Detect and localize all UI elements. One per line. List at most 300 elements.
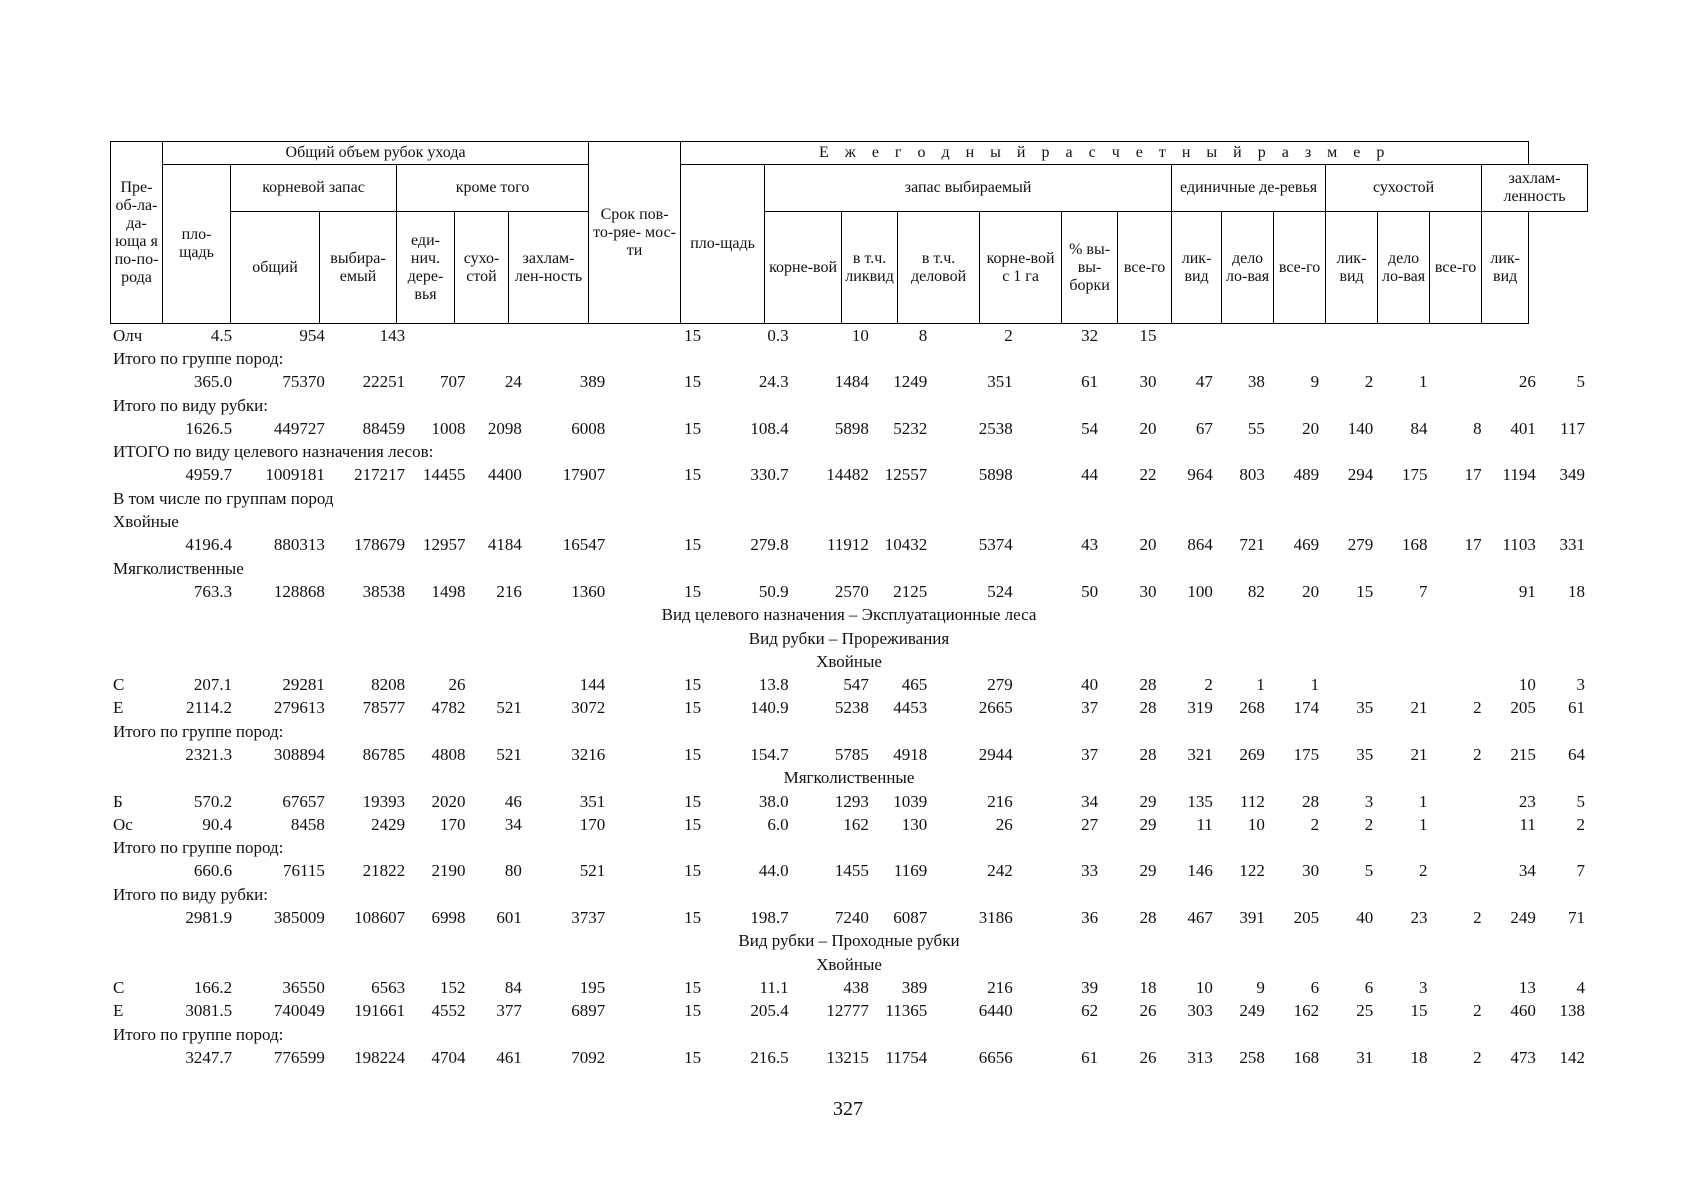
table-cell: 38.0 bbox=[758, 791, 789, 811]
table-cell: 143 bbox=[379, 325, 406, 345]
table-cell: 389 bbox=[579, 372, 606, 392]
table-cell: 15 bbox=[684, 1047, 702, 1067]
table-cell: 36 bbox=[1081, 908, 1099, 928]
table-cell: С bbox=[113, 977, 125, 997]
table-cell: 35 bbox=[1356, 698, 1374, 718]
table-cell: 205 bbox=[1510, 698, 1536, 718]
table-cell: 6.0 bbox=[767, 814, 789, 834]
table-cell: 7240 bbox=[834, 908, 869, 928]
table-cell: 16547 bbox=[562, 535, 606, 555]
table-cell: 6563 bbox=[371, 977, 406, 997]
table-cell: 216.5 bbox=[750, 1047, 789, 1067]
group-label bbox=[110, 883, 1588, 906]
group-label bbox=[110, 347, 1588, 370]
table-row bbox=[110, 976, 1588, 999]
section-heading bbox=[110, 767, 1588, 790]
table-cell: 391 bbox=[1239, 908, 1265, 928]
table-cell: 5 bbox=[1576, 372, 1585, 392]
table-cell: 88459 bbox=[362, 418, 406, 438]
table-cell: 11754 bbox=[885, 1047, 928, 1067]
table-cell: 1 bbox=[1418, 372, 1428, 392]
group-label bbox=[110, 440, 1588, 463]
table-cell bbox=[1430, 580, 1484, 603]
table-cell: 6087 bbox=[893, 908, 928, 928]
table-cell: 26 bbox=[1139, 1047, 1157, 1067]
table-row bbox=[110, 1046, 1588, 1069]
table-cell: 521 bbox=[496, 698, 522, 718]
table-cell: 707 bbox=[440, 372, 466, 392]
table-cell: 39 bbox=[1081, 977, 1099, 997]
group-label-text: В том числе по группам пород bbox=[113, 488, 334, 508]
table-cell: 12957 bbox=[423, 535, 466, 555]
table-cell: Олч bbox=[113, 325, 143, 345]
table-cell bbox=[1268, 324, 1322, 347]
table-cell: 2 bbox=[1576, 814, 1585, 834]
table-cell: 20 bbox=[1139, 418, 1157, 438]
table-cell: 5 bbox=[1576, 791, 1585, 811]
table-cell: 3072 bbox=[571, 698, 606, 718]
table-cell: 46 bbox=[504, 791, 522, 811]
hdr-root-total: общий bbox=[231, 212, 320, 324]
table-cell: 5898 bbox=[834, 418, 869, 438]
table-cell: 721 bbox=[1239, 535, 1265, 555]
table-cell: 13215 bbox=[826, 1047, 869, 1067]
table-cell: 216 bbox=[987, 977, 1013, 997]
table-cell: 144 bbox=[579, 675, 606, 695]
hdr-incl-liquid: в т.ч. ликвид bbox=[842, 212, 898, 324]
section-heading-text: Мягколиственные bbox=[783, 768, 915, 788]
table-cell: 64 bbox=[1568, 744, 1585, 764]
table-cell: 25 bbox=[1356, 1001, 1374, 1021]
table-cell: 19393 bbox=[362, 791, 406, 811]
table-cell: 249 bbox=[1239, 1001, 1265, 1021]
table-cell: 279613 bbox=[273, 698, 325, 718]
table-cell: 135 bbox=[1187, 791, 1213, 811]
group-label-text: Итого по группе пород: bbox=[113, 838, 284, 858]
table-cell bbox=[110, 371, 164, 394]
table-cell bbox=[408, 324, 468, 347]
table-cell: 3081.5 bbox=[185, 1001, 233, 1021]
table-cell: 38 bbox=[1247, 372, 1265, 392]
table-cell: 3216 bbox=[571, 744, 606, 764]
table-cell: 170 bbox=[579, 814, 606, 834]
hdr-litter-group: захлам-ленность bbox=[1482, 165, 1588, 212]
table-cell: 43 bbox=[1081, 535, 1099, 555]
table-row bbox=[110, 743, 1588, 766]
table-row bbox=[110, 906, 1588, 929]
table-row bbox=[110, 1000, 1588, 1023]
table-cell: 205 bbox=[1293, 908, 1320, 928]
table-cell: 17 bbox=[1464, 465, 1482, 485]
table-cell: 1194 bbox=[1502, 465, 1536, 485]
table-cell: 17 bbox=[1464, 535, 1482, 555]
group-label-text: Хвойные bbox=[113, 512, 179, 532]
table-cell: 570.2 bbox=[193, 791, 233, 811]
table-cell: 22251 bbox=[362, 372, 406, 392]
hdr-incl-business: в т.ч. деловой bbox=[898, 212, 980, 324]
hdr-litter-all: все-го bbox=[1430, 212, 1482, 324]
table-cell bbox=[1160, 324, 1216, 347]
table-cell: 154.7 bbox=[750, 744, 789, 764]
section-heading-text: Хвойные bbox=[816, 651, 882, 671]
table-row bbox=[110, 371, 1588, 394]
table-cell: 740049 bbox=[273, 1001, 325, 1021]
table-cell bbox=[1430, 976, 1484, 999]
table-cell: 279 bbox=[1347, 535, 1374, 555]
table-cell: 279.8 bbox=[750, 535, 789, 555]
table-cell: 168 bbox=[1401, 535, 1428, 555]
table-cell: 3 bbox=[1364, 791, 1374, 811]
table-cell bbox=[1216, 324, 1268, 347]
table-cell: 67657 bbox=[282, 791, 325, 811]
table-cell: 26 bbox=[1139, 1001, 1157, 1021]
table-cell: 50 bbox=[1081, 581, 1099, 601]
table-cell: 20 bbox=[1302, 581, 1320, 601]
table-cell: 4808 bbox=[431, 744, 466, 764]
hdr-root-selected: выбира-емый bbox=[320, 212, 397, 324]
section-heading-text: Вид рубки – Проходные рубки bbox=[738, 931, 960, 951]
table-cell: 34 bbox=[1081, 791, 1099, 811]
table-cell: 2 bbox=[1364, 372, 1374, 392]
table-cell: 15 bbox=[684, 581, 702, 601]
group-label bbox=[110, 487, 1588, 510]
table-header bbox=[110, 141, 1588, 324]
table-cell: 11.1 bbox=[759, 977, 789, 997]
table-cell: 6 bbox=[1310, 977, 1320, 997]
table-cell bbox=[525, 324, 608, 347]
table-cell: 122 bbox=[1239, 861, 1265, 881]
table-cell: 349 bbox=[1559, 465, 1585, 485]
table-cell: 2114.2 bbox=[185, 698, 233, 718]
table-cell: 601 bbox=[496, 908, 522, 928]
hdr-annual-area: пло-щадь bbox=[681, 165, 765, 324]
table-cell: 1 bbox=[1418, 791, 1428, 811]
table-cell: 15 bbox=[684, 698, 702, 718]
table-cell: 24.3 bbox=[758, 372, 789, 392]
table-cell: 205.4 bbox=[750, 1001, 789, 1021]
table-cell: 18 bbox=[1139, 977, 1157, 997]
table-cell: 294 bbox=[1347, 465, 1374, 485]
table-cell bbox=[1430, 860, 1484, 883]
table-cell: 166.2 bbox=[193, 977, 233, 997]
group-label bbox=[110, 510, 1588, 533]
table-cell: Б bbox=[113, 791, 123, 811]
table-cell: 21 bbox=[1410, 744, 1428, 764]
table-cell: 351 bbox=[579, 791, 606, 811]
table-cell: 461 bbox=[496, 1047, 522, 1067]
table-cell: 1039 bbox=[893, 791, 928, 811]
table-cell: 142 bbox=[1559, 1047, 1585, 1067]
table-cell: 61 bbox=[1081, 1047, 1099, 1067]
table-cell: 13 bbox=[1518, 977, 1536, 997]
table-cell: 11 bbox=[1196, 814, 1213, 834]
table-cell: 303 bbox=[1187, 1001, 1213, 1021]
table-cell: 91 bbox=[1518, 581, 1536, 601]
table-cell: 4184 bbox=[487, 535, 522, 555]
table-cell: 1293 bbox=[834, 791, 869, 811]
table-cell: 660.6 bbox=[193, 861, 233, 881]
table-cell: 473 bbox=[1510, 1047, 1536, 1067]
table-row bbox=[110, 813, 1588, 836]
table-row bbox=[110, 673, 1588, 696]
table-cell bbox=[110, 1046, 164, 1069]
group-label-text: Итого по виду рубки: bbox=[113, 395, 268, 415]
table-cell: 15 bbox=[1410, 1001, 1428, 1021]
table-cell: 1249 bbox=[893, 372, 928, 392]
table-cell: 11912 bbox=[827, 535, 869, 555]
table-cell: 4782 bbox=[431, 698, 466, 718]
group-label-text: Итого по группе пород: bbox=[113, 1024, 284, 1044]
table-cell: 78577 bbox=[362, 698, 406, 718]
hdr-single-trees-group: единичные де-ревья bbox=[1172, 165, 1326, 212]
table-row bbox=[110, 790, 1588, 813]
table-cell: 21822 bbox=[362, 861, 406, 881]
table-cell: 174 bbox=[1293, 698, 1320, 718]
table-cell: Е bbox=[113, 698, 124, 718]
table-cell: 15 bbox=[684, 908, 702, 928]
table-cell: 80 bbox=[504, 861, 522, 881]
table-cell: 2538 bbox=[978, 418, 1013, 438]
table-cell: 27 bbox=[1081, 814, 1099, 834]
section-heading bbox=[110, 650, 1588, 673]
table-cell: 11365 bbox=[885, 1001, 928, 1021]
group-label bbox=[110, 720, 1588, 743]
table-cell: 29 bbox=[1139, 791, 1157, 811]
table-cell: 1360 bbox=[571, 581, 606, 601]
table-cell: 12557 bbox=[884, 465, 928, 485]
group-label-text: Итого по виду рубки: bbox=[113, 884, 268, 904]
table-cell: 47 bbox=[1195, 372, 1213, 392]
section-heading-text: Хвойные bbox=[816, 954, 882, 974]
table-cell: 377 bbox=[496, 1001, 522, 1021]
table-cell: 15 bbox=[684, 325, 702, 345]
table-cell: 1 bbox=[1256, 675, 1265, 695]
table-cell: 12777 bbox=[826, 1001, 869, 1021]
table-cell: 10 bbox=[851, 325, 869, 345]
table-cell: 198.7 bbox=[750, 908, 789, 928]
table-cell: 3247.7 bbox=[185, 1047, 233, 1067]
group-label-text: ИТОГО по виду целевого назначения лесов: bbox=[113, 442, 434, 462]
table-cell: 465 bbox=[901, 675, 928, 695]
section-heading bbox=[110, 604, 1588, 627]
table-cell: 2 bbox=[1364, 814, 1374, 834]
table-cell: 37 bbox=[1081, 698, 1099, 718]
hdr-root-per-ha: корне-вой с 1 га bbox=[980, 212, 1062, 324]
table-cell: 776599 bbox=[273, 1047, 325, 1067]
table-cell: 14455 bbox=[423, 465, 466, 485]
table-cell: 401 bbox=[1510, 418, 1536, 438]
table-cell: 31 bbox=[1356, 1047, 1374, 1067]
hdr-litter-liquid: лик-вид bbox=[1482, 212, 1529, 324]
table-cell: 170 bbox=[440, 814, 466, 834]
table-cell: 467 bbox=[1187, 908, 1213, 928]
table-cell: 2665 bbox=[978, 698, 1013, 718]
table-cell: 438 bbox=[843, 977, 869, 997]
table-cell: 108607 bbox=[354, 908, 406, 928]
table-cell: 308894 bbox=[273, 744, 325, 764]
table-cell: 44.0 bbox=[758, 861, 789, 881]
table-cell: 4 bbox=[1576, 977, 1585, 997]
hdr-annual-group: Е ж е г о д н ы й р а с ч е т н ы й р а з м е р bbox=[681, 142, 1529, 165]
group-label bbox=[110, 1023, 1588, 1046]
group-label-text: Итого по группе пород: bbox=[113, 348, 284, 368]
table-cell: 15 bbox=[684, 418, 702, 438]
table-cell: 2020 bbox=[431, 791, 466, 811]
table-cell bbox=[1430, 673, 1484, 696]
table-cell bbox=[469, 324, 525, 347]
table-cell: 763.3 bbox=[193, 581, 233, 601]
table-cell: 71 bbox=[1568, 908, 1585, 928]
table-cell: 2 bbox=[1418, 861, 1428, 881]
table-cell: 365.0 bbox=[193, 372, 233, 392]
table-cell: 20 bbox=[1139, 535, 1157, 555]
table-cell: 3 bbox=[1418, 977, 1428, 997]
hdr-deadwood-liquid: лик-вид bbox=[1326, 212, 1378, 324]
table-cell: 67 bbox=[1195, 418, 1213, 438]
table-cell: 112 bbox=[1240, 791, 1265, 811]
table-cell bbox=[1430, 790, 1484, 813]
table-cell: 268 bbox=[1239, 698, 1265, 718]
table-cell: 198224 bbox=[354, 1047, 406, 1067]
table-cell: 6008 bbox=[571, 418, 606, 438]
table-cell: 30 bbox=[1139, 581, 1157, 601]
table-cell: 521 bbox=[579, 861, 606, 881]
table-cell: 40 bbox=[1081, 675, 1099, 695]
table-cell bbox=[1485, 324, 1539, 347]
table-cell: 521 bbox=[496, 744, 522, 764]
table-cell: 4400 bbox=[487, 465, 522, 485]
table-cell: 2 bbox=[1473, 744, 1482, 764]
table-cell: 15 bbox=[684, 535, 702, 555]
table-row bbox=[110, 417, 1588, 440]
table-cell: 23 bbox=[1410, 908, 1428, 928]
table-cell: С bbox=[113, 675, 125, 695]
table-cell: 2570 bbox=[834, 581, 869, 601]
table-cell: 37 bbox=[1081, 744, 1099, 764]
hdr-root: корне-вой bbox=[765, 212, 842, 324]
table-cell: 2321.3 bbox=[185, 744, 233, 764]
table-cell: 4196.4 bbox=[185, 535, 233, 555]
table-cell: 1626.5 bbox=[185, 418, 233, 438]
table-cell: 29281 bbox=[282, 675, 325, 695]
table-cell: 36550 bbox=[282, 977, 325, 997]
table-body bbox=[110, 324, 1588, 1070]
table-cell: 864 bbox=[1187, 535, 1213, 555]
table-cell: 15 bbox=[684, 977, 702, 997]
table-cell bbox=[110, 534, 164, 557]
table-cell: 76115 bbox=[282, 861, 325, 881]
table-cell bbox=[110, 906, 164, 929]
table-cell: 75370 bbox=[282, 372, 325, 392]
table-cell: 34 bbox=[504, 814, 522, 834]
table-cell: 22 bbox=[1139, 465, 1157, 485]
table-cell: 216 bbox=[987, 791, 1013, 811]
hdr-single-liquid: лик-вид bbox=[1172, 212, 1222, 324]
table-cell: 0.3 bbox=[767, 325, 789, 345]
table-cell: 15 bbox=[1139, 325, 1157, 345]
table-cell: 3737 bbox=[571, 908, 606, 928]
table-cell: 61 bbox=[1081, 372, 1099, 392]
table-cell: 313 bbox=[1187, 1047, 1213, 1067]
table-cell bbox=[469, 673, 525, 696]
table-cell: 319 bbox=[1187, 698, 1213, 718]
table-cell: 152 bbox=[440, 977, 466, 997]
table-cell: 9 bbox=[1256, 977, 1265, 997]
table-cell: 1498 bbox=[431, 581, 466, 601]
table-cell: 3 bbox=[1576, 675, 1585, 695]
table-cell: 21 bbox=[1410, 698, 1428, 718]
table-cell: 108.4 bbox=[750, 418, 789, 438]
hdr-deadwood-all: все-го bbox=[1274, 212, 1326, 324]
table-cell: 2 bbox=[1473, 698, 1482, 718]
table-cell: 269 bbox=[1239, 744, 1265, 764]
table-cell: 55 bbox=[1247, 418, 1265, 438]
table-cell: 207.1 bbox=[193, 675, 233, 695]
table-cell: 1 bbox=[1418, 814, 1428, 834]
table-cell: 2 bbox=[1473, 908, 1482, 928]
table-cell: 17907 bbox=[562, 465, 606, 485]
table-cell: 2190 bbox=[431, 861, 466, 881]
table-cell: 191661 bbox=[354, 1001, 406, 1021]
table-cell: 117 bbox=[1560, 418, 1585, 438]
table-cell: 84 bbox=[1410, 418, 1428, 438]
table-cell: 61 bbox=[1568, 698, 1585, 718]
table-row bbox=[110, 860, 1588, 883]
table-cell: 29 bbox=[1139, 861, 1157, 881]
table-cell: 1009181 bbox=[265, 465, 325, 485]
table-cell: 138 bbox=[1559, 1001, 1585, 1021]
table-cell: 54 bbox=[1081, 418, 1099, 438]
table-cell: 321 bbox=[1187, 744, 1213, 764]
table-cell: 18 bbox=[1568, 581, 1585, 601]
hdr-single-business: дело ло-вая bbox=[1222, 212, 1274, 324]
table-cell: 6 bbox=[1364, 977, 1374, 997]
hdr-single-trees: еди-нич. дере-вья bbox=[397, 212, 455, 324]
table-cell: 15 bbox=[684, 372, 702, 392]
table-cell: 2981.9 bbox=[185, 908, 233, 928]
table-cell: 880313 bbox=[273, 535, 325, 555]
table-cell: 1484 bbox=[834, 372, 869, 392]
table-cell: 6656 bbox=[978, 1047, 1013, 1067]
table-cell: 8208 bbox=[371, 675, 406, 695]
table-cell bbox=[1430, 813, 1484, 836]
table-cell: 15 bbox=[684, 744, 702, 764]
table-cell: 5238 bbox=[834, 698, 869, 718]
table-cell bbox=[1322, 673, 1376, 696]
table-cell bbox=[1376, 324, 1430, 347]
table-cell: 26 bbox=[995, 814, 1013, 834]
table-cell: 140.9 bbox=[750, 698, 789, 718]
table-cell: Ос bbox=[113, 814, 133, 834]
table-cell: Е bbox=[113, 1001, 124, 1021]
table-cell: 35 bbox=[1356, 744, 1374, 764]
table-cell bbox=[110, 860, 164, 883]
table-cell: 249 bbox=[1510, 908, 1536, 928]
hdr-total-group: Общий объем рубок ухода bbox=[163, 142, 589, 165]
table-cell: 2 bbox=[1204, 675, 1213, 695]
hdr-species: Пре-об-ла-да-юща я по-по-рода bbox=[111, 142, 163, 324]
table-cell: 130 bbox=[901, 814, 928, 834]
table-cell: 30 bbox=[1302, 861, 1320, 881]
table-cell: 90.4 bbox=[202, 814, 233, 834]
table-cell: 28 bbox=[1139, 744, 1157, 764]
table-cell: 14482 bbox=[826, 465, 869, 485]
section-heading-text: Вид целевого назначения – Эксплуатационные леса bbox=[661, 605, 1037, 625]
section-heading bbox=[110, 930, 1588, 953]
table-cell bbox=[1430, 371, 1484, 394]
table-cell bbox=[1430, 324, 1484, 347]
table-cell: 162 bbox=[843, 814, 869, 834]
